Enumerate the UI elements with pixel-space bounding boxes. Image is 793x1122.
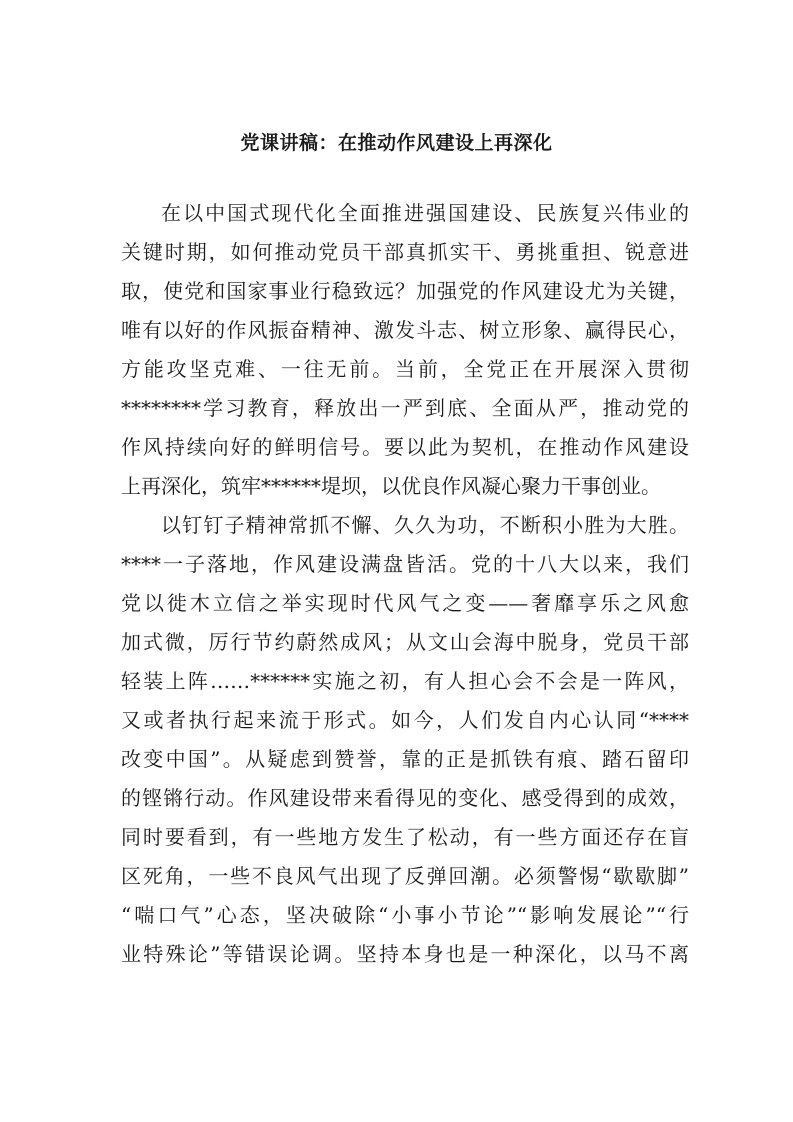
paragraph-line: 加式微，厉行节约蔚然成风；从文山会海中脱身，党员干部 <box>121 630 689 654</box>
paragraph-line: 区死角，一些不良风气出现了反弹回潮。必须警惕“歇歇脚” <box>121 864 689 888</box>
paragraph-line: 同时要看到，有一些地方发生了松动，有一些方面还存在盲 <box>121 825 689 849</box>
paragraph-line: 改变中国”。从疑虑到赞誉，靠的正是抓铁有痕、踏石留印 <box>121 747 689 771</box>
paragraph-line: ********学习教育，释放出一严到底、全面从严，推动党的 <box>121 396 689 420</box>
paragraph-line: 作风持续向好的鲜明信号。要以此为契机，在推动作风建设 <box>121 435 689 459</box>
paragraph-line: 的铿锵行动。作风建设带来看得见的变化、感受得到的成效， <box>121 786 689 810</box>
paragraph-line: 关键时期，如何推动党员干部真抓实干、勇挑重担、锐意进 <box>121 240 689 264</box>
paragraph-line: 轻装上阵……******实施之初，有人担心会不会是一阵风， <box>121 669 689 693</box>
paragraph-line: 党以徙木立信之举实现时代风气之变——奢靡享乐之风愈 <box>121 591 689 615</box>
paragraph-line: 在以中国式现代化全面推进强国建设、民族复兴伟业的 <box>161 201 689 225</box>
paragraph-line: “喘口气”心态，坚决破除“小事小节论”“影响发展论”“行 <box>121 903 689 927</box>
paragraph-line: 取，使党和国家事业行稳致远？加强党的作风建设尤为关键， <box>121 279 689 303</box>
paragraph-line: 方能攻坚克难、一往无前。当前，全党正在开展深入贯彻 <box>121 357 689 381</box>
document-title: 党课讲稿：在推动作风建设上再深化 <box>240 132 553 154</box>
paragraph-line: 业特殊论”等错误论调。坚持本身也是一种深化，以马不离 <box>121 942 689 966</box>
paragraph-line: 又或者执行起来流于形式。如今，人们发自内心认同“**** <box>121 708 689 732</box>
paragraph-line: 上再深化，筑牢******堤坝，以优良作风凝心聚力干事创业。 <box>121 474 661 498</box>
paragraph-line: 唯有以好的作风振奋精神、激发斗志、树立形象、赢得民心， <box>121 318 689 342</box>
paragraph-line: 以钉钉子精神常抓不懈、久久为功，不断积小胜为大胜。 <box>161 513 689 537</box>
paragraph-line: ****一子落地，作风建设满盘皆活。党的十八大以来，我们 <box>121 552 689 576</box>
